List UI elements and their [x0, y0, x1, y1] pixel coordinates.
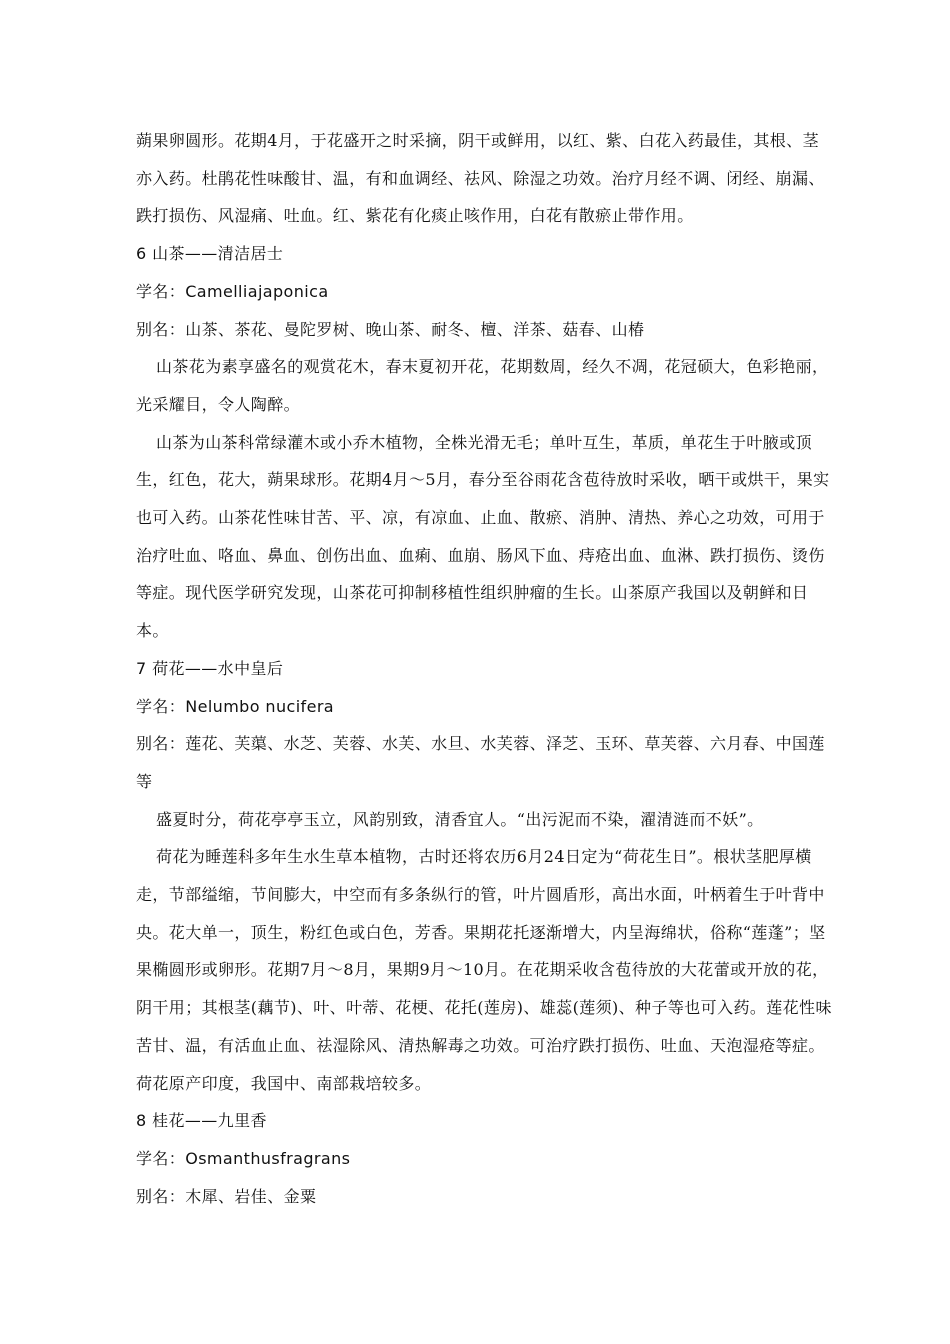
paragraph-lotus-intro: 盛夏时分，荷花亭亭玉立，风韵别致，清香宜人。“出污泥而不染，濯清涟而不妖”。 [156, 809, 764, 829]
aliases-lotus: 别名：莲花、芙蕖、水芝、芙蓉、水芙、水旦、水芙蓉、泽芝、玉环、草芙蓉、六月春、中国莲等 [136, 734, 825, 791]
section-heading-camellia: 6 山茶——清洁居士 [136, 244, 284, 264]
paragraph-camellia-detail: 山茶为山茶科常绿灌木或小乔木植物，全株光滑无毛；单叶互生，革质，单花生于叶腋或顶生，红色，花大，蒴果球形。花期4月～5月，春分至谷雨花含苞待放时采收，晒干或烘干，果实也可入药。山茶花性味甘苦、平、凉，有凉血、止血、散瘀、消肿、清热、养心之功效，可用于治疗吐血、咯血、鼻血、创伤出血、血痢、血崩、肠风下血、痔疮出血、血淋、跌打损伤、烫伤等症。现代医学研究发现，山茶花可抑制移植性组织肿瘤的生长。山茶原产我国以及朝鲜和日本。 [136, 432, 830, 641]
paragraph-continued: 蒴果卵圆形。花期4月，于花盛开之时采摘，阴干或鲜用，以红、紫、白花入药最佳，其根、茎亦入药。杜鹃花性味酸甘、温，有和血调经、祛风、除湿之功效。治疗月经不调、闭经、崩漏、跌打损伤、风湿痛、吐血。红、紫花有化痰止咳作用，白花有散瘀止带作用。 [136, 131, 825, 226]
section-heading-osmanthus: 8 桂花——九里香 [136, 1111, 267, 1131]
aliases-osmanthus: 别名：木犀、岩佳、金粟 [136, 1186, 317, 1206]
paragraph-lotus-detail: 荷花为睡莲科多年生水生草本植物，古时还将农历6月24日定为“荷花生日”。根状茎肥厚横走，节部缢缩，节间膨大，中空而有多条纵行的管，叶片圆盾形，高出水面，叶柄着生于叶背中央。花大单一，顶生，粉红色或白色，芳香。果期花托逐渐增大，内呈海绵状，俗称“莲蓬”；坚果椭圆形或卵形。花期7月～8月，果期9月～10月。在花期采收含苞待放的大花蕾或开放的花，阴干用；其根茎(藕节)、叶、叶蒂、花梗、花托(莲房)、雄蕊(莲须)、种子等也可入药。莲花性味苦甘、温，有活血止血、祛湿除风、清热解毒之功效。可治疗跌打损伤、吐血、天泡湿疮等症。荷花原产印度，我国中、南部栽培较多。 [136, 847, 832, 1093]
document-body [136, 122, 832, 1215]
aliases-camellia: 别名：山茶、茶花、曼陀罗树、晚山茶、耐冬、檀、洋茶、菇春、山椿 [136, 319, 645, 339]
section-heading-lotus: 7 荷花——水中皇后 [136, 658, 284, 678]
scientific-name-lotus: 学名：Nelumbo nucifera [136, 696, 334, 716]
scientific-name-osmanthus: 学名：Osmanthusfragrans [136, 1148, 351, 1168]
paragraph-camellia-intro: 山茶花为素享盛名的观赏花木，春末夏初开花，花期数周，经久不凋，花冠硕大，色彩艳丽，光采耀目，令人陶醉。 [136, 357, 829, 414]
scientific-name-camellia: 学名：Camelliajaponica [136, 281, 329, 301]
